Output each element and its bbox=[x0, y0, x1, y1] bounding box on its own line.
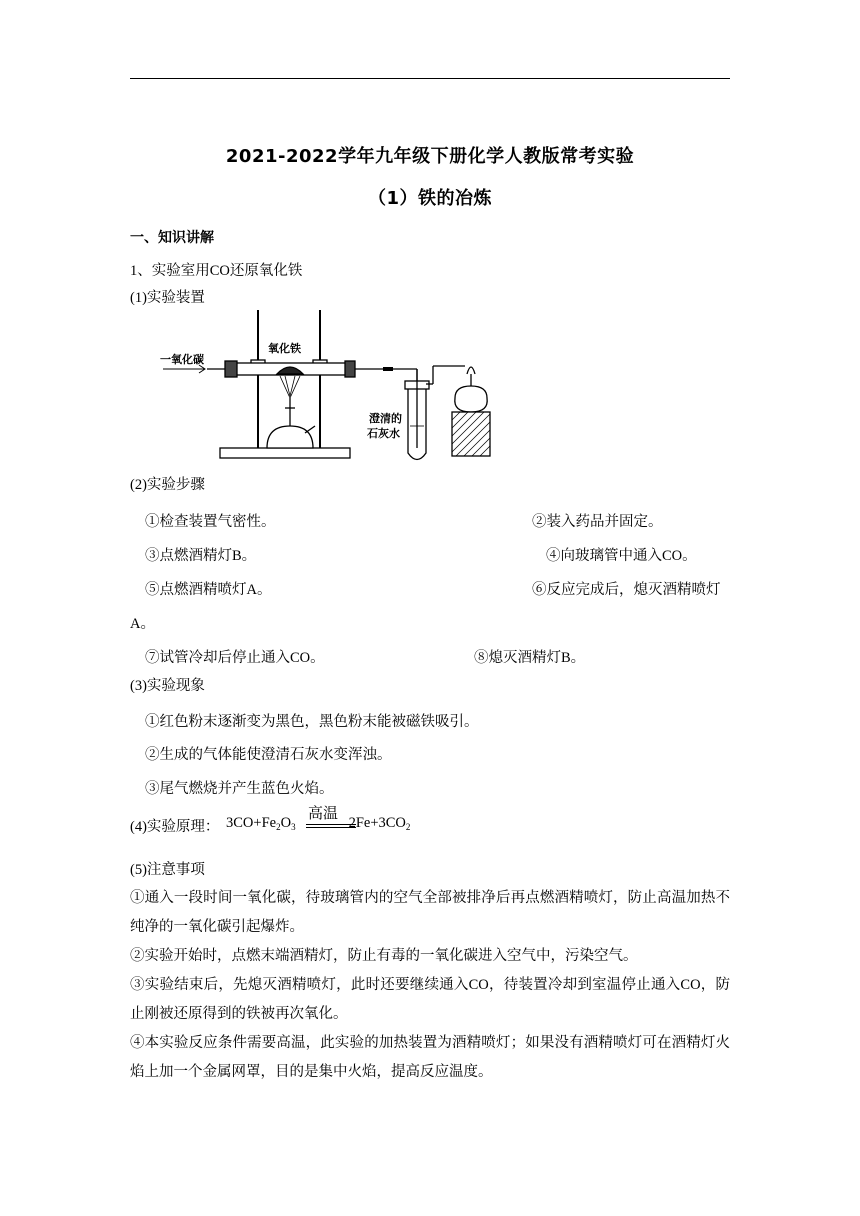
label-iron-oxide: 氧化铁 bbox=[268, 342, 301, 355]
apparatus-heading: (1)实验装置 bbox=[130, 290, 205, 306]
page-subtitle: （1）铁的冶炼 bbox=[367, 188, 493, 209]
label-limewater-1: 澄清的 bbox=[369, 412, 402, 425]
step-6-cont: A。 bbox=[130, 616, 155, 632]
note-1: ①通入一段时间一氧化碳，待玻璃管内的空气全部被排净后再点燃酒精喷灯，防止高温加热不纯净的一氧化碳引起爆炸。 bbox=[130, 890, 730, 935]
reactant-part-2: O bbox=[280, 815, 292, 831]
notes-heading: (5)注意事项 bbox=[130, 862, 205, 878]
phenomena-heading: (3)实验现象 bbox=[130, 678, 205, 694]
phenomenon-2: ②生成的气体能使澄清石灰水变浑浊。 bbox=[145, 747, 392, 763]
product-sub: 2 bbox=[405, 822, 411, 832]
product-part-1: 2Fe+3CO bbox=[348, 815, 406, 831]
step-4: ④向玻璃管中通入CO。 bbox=[546, 548, 697, 564]
phenomenon-3: ③尾气燃烧并产生蓝色火焰。 bbox=[145, 781, 334, 797]
section-heading: 一、知识讲解 bbox=[130, 230, 214, 246]
note-2: ②实验开始时，点燃末端酒精灯，防止有毒的一氧化碳进入空气中，污染空气。 bbox=[130, 948, 638, 964]
equation-bar-top bbox=[306, 824, 356, 825]
label-limewater-2: 石灰水 bbox=[367, 427, 400, 440]
label-co: 一氧化碳 bbox=[160, 353, 204, 366]
step-5: ⑤点燃酒精喷灯A。 bbox=[145, 582, 272, 598]
step-6: ⑥反应完成后，熄灭酒精喷灯 bbox=[532, 582, 721, 598]
topic-label: 1、实验室用CO还原氧化铁 bbox=[130, 263, 303, 279]
note-3: ③实验结束后，先熄灭酒精喷灯，此时还要继续通入CO，待装置冷却到室温停止通入CO，防止刚被还原得到的铁被再次氧化。 bbox=[130, 977, 730, 1022]
phenomenon-1: ①红色粉末逐渐变为黑色，黑色粉末能被磁铁吸引。 bbox=[145, 714, 479, 730]
step-7: ⑦试管冷却后停止通入CO。 bbox=[145, 650, 325, 666]
step-3: ③点燃酒精灯B。 bbox=[145, 548, 257, 564]
equation-bar-bottom bbox=[306, 827, 356, 828]
reactant-part-1: 3CO+Fe bbox=[226, 815, 277, 831]
header-rule bbox=[130, 78, 730, 79]
steps-heading: (2)实验步骤 bbox=[130, 477, 205, 493]
reaction-condition: 高温 bbox=[308, 804, 339, 822]
page-title: 2021-2022学年九年级下册化学人教版常考实验 bbox=[225, 146, 635, 167]
apparatus-diagram bbox=[155, 308, 515, 468]
reactant-sub-1: 2 bbox=[276, 822, 281, 832]
step-1: ①检查装置气密性。 bbox=[145, 514, 276, 530]
principle-heading: (4)实验原理： bbox=[130, 819, 220, 835]
note-4: ④本实验反应条件需要高温，此实验的加热装置为酒精喷灯；如果没有酒精喷灯可在酒精灯火焰上加一个金属网罩，目的是集中火焰，提高反应温度。 bbox=[130, 1035, 730, 1080]
step-8: ⑧熄灭酒精灯B。 bbox=[474, 650, 586, 666]
step-2: ②装入药品并固定。 bbox=[532, 514, 663, 530]
reactant-sub-2: 3 bbox=[291, 822, 296, 832]
